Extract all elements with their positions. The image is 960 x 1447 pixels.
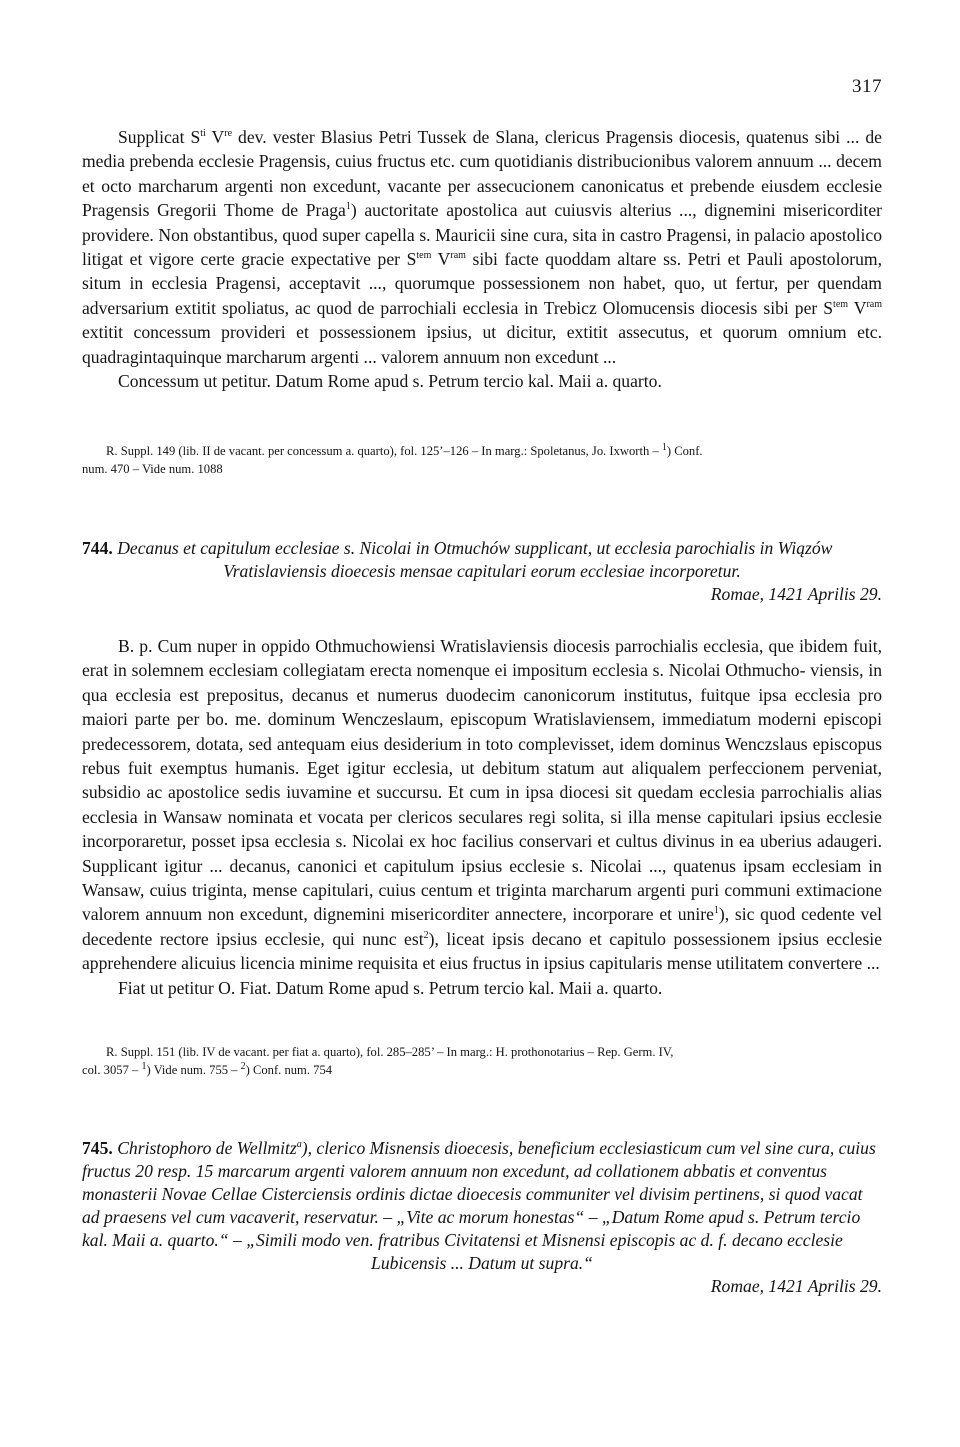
entry-743-body — [82, 125, 882, 393]
page-number: 317 — [852, 76, 882, 97]
entry-744-body — [82, 634, 882, 1000]
entry-745-heading: 745. Christophoro de Wellmitz$^a$), clerico Misnensis dioecesis, beneficium ecclesiasticum cum vel sine cura, cuius fructus 20 resp. 15 marcarum argenti valorem annuum non excedunt, ad collationem abbatis et conventus monasterii Novae Cellae Cisterciensis ordinis dictae dioecesis communiter vel divisim pertinens, si quod vacat ad praesens vel cum vacaverit, reservatur. – „Vite ac morum honestas“ – „Datum Rome apud s. Petrum tercio kal. Maii a. quarto.“ – „Simili modo ven. fratribus Civitatensi et Misnensi episcopis ac d. f. decano ecclesie Lubicensis ... Datum ut supra.“ Romae, 1421 Aprilis 29. — [82, 1138, 882, 1296]
entry-744-heading — [82, 537, 882, 606]
entry-745-date: Romae, 1421 Aprilis 29. — [710, 1276, 882, 1296]
entry-743-footnote: R. Suppl. 149 (lib. II de vacant. per concessum a. quarto), fol. 125’–126 – In marg.: Spoletanus, Jo. Ixworth – $^1$) Conf. num. 470 – Vide num. 1088 — [82, 441, 703, 476]
entry-743-supplication — [82, 125, 882, 393]
entry-744-heading-line: Vratislaviensis dioecesis mensae capitulari eorum ecclesiae incorporetur. — [223, 561, 741, 581]
entry-743-paragraph: Supplicat $S^{ti}$ Vre dev. vester Blasius Petri Tussek de Slana, clericus Pragensis diocesis, quatenus sibi ... de media prebenda ecclesie Pragensis, cuius fructus etc. cum quotidianis distribucionibus valorem annuum ... decem et octo marcharum argenti non excedunt, vacante per assecucionem canonicatus et prebende eiusdem ecclesie Pragensis Gregorii Thome de Praga$^1$) auctoritate apostolica aut cuiusvis alterius ..., dignemini misericorditer providere. Non obstantibus, quod super capella s. Mauricii sine cura, sita in castro Pragensi, in palacio apostolico litigat et vigore certe gracie expectative per $S^{tem}$ $V^{ram}$ sibi facte quoddam altare ss. Petri et Pauli apostolorum, situm in ecclesia Pragensi, acceptavit ..., quorumque possessionem non habet, quo, ut fertur, per quendam adversarium extitit spoliatus, ac quod de parrochiali ecclesia in Trebicz Olomucensis diocesis sibi per $S^{tem}$ $V^{ram}$ extitit concessum provideri et possessionem ipsius, ut dicitur, extitit assecutus, et quorum omnium etc. quadragintaquinque marcharum argenti ... valorem annuum non excedunt ... — [82, 127, 882, 367]
entry-743-concessum: Concessum ut petitur. Datum Rome apud s. Petrum tercio kal. Maii a. quarto. — [118, 371, 662, 392]
entry-744-heading-line: 744. Decanus et capitulum ecclesiae s. Nicolai in Otmuchów supplicant, ut ecclesia parochialis in Wiązów — [82, 538, 833, 558]
entry-744-paragraph: B. p. Cum nuper in oppido Othmuchowiensi Wratislaviensis diocesis parrochialis ecclesia, que ibidem fuit, erat in solemnem ecclesiam collegiatam erecta nomenque ei impositum ecclesia s. Nicolai Othmucho- viensis, in qua ecclesia est prepositus, decanus et numerus duodecim canonicorum institutus, fuitque ipsa ecclesia pro maiori parte per bo. me. dominum Wenczeslaum, episcopum Wratislaviensem, immediatum moderni episcopi predecessorem, dotata, sed antequam eius desiderium in toto complevisset, idem dominus Wenczslaus episcopus rebus fuit exemptus humanis. Eget igitur ecclesia, ut debitum statum aut aliqualem perfeccionem perveniat, subsidio ac apostolice sedis iuvamine et succursu. Et cum in ipsa diocesi sit quedam ecclesia parrochialis alias ecclesia in Wansaw nominata et vocata per clericos seculares regi solita, si illa mense capitulari ipsius ecclesie incorporaretur, posset ipsa ecclesia s. Nicolai ex hoc facilius conservari et cultus divinus in ea uberius adaugeri. Supplicant igitur ... decanus, canonici et capitulum ipsius ecclesie s. Nicolai ..., quatenus ipsam ecclesiam in Wansaw, cuius triginta, mense capitulari, cuius centum et triginta marcharum argenti puri communi extimacione valorem annuum non excedunt, dignemini misericorditer annectere, incorporare et unire$^1$), sic quod cedente vel decedente rectore ipsius ecclesie, qui nunc est$^2$), liceat ipsis decano et capitulo possessionem ipsius ecclesie apprehendere alicuius licencia minime requisita et eius fructus in ipsius capitularis mense utilitatem convertere ... — [82, 636, 883, 974]
entry-745-number: 745. — [82, 1138, 113, 1158]
entry-744-footnote: R. Suppl. 151 (lib. IV de vacant. per fiat a. quarto), fol. 285–285’ – In marg.: H. prothonotarius – Rep. Germ. IV, col. 3057 – $^1$) Vide num. 755 – $^2$) Conf. num. 754 — [82, 1045, 674, 1077]
entry-744-number: 744. — [82, 538, 113, 558]
entry-744-fiat: Fiat ut petitur O. Fiat. Datum Rome apud s. Petrum tercio kal. Maii a. quarto. — [118, 977, 663, 998]
entry-744-date: Romae, 1421 Aprilis 29. — [710, 584, 882, 604]
